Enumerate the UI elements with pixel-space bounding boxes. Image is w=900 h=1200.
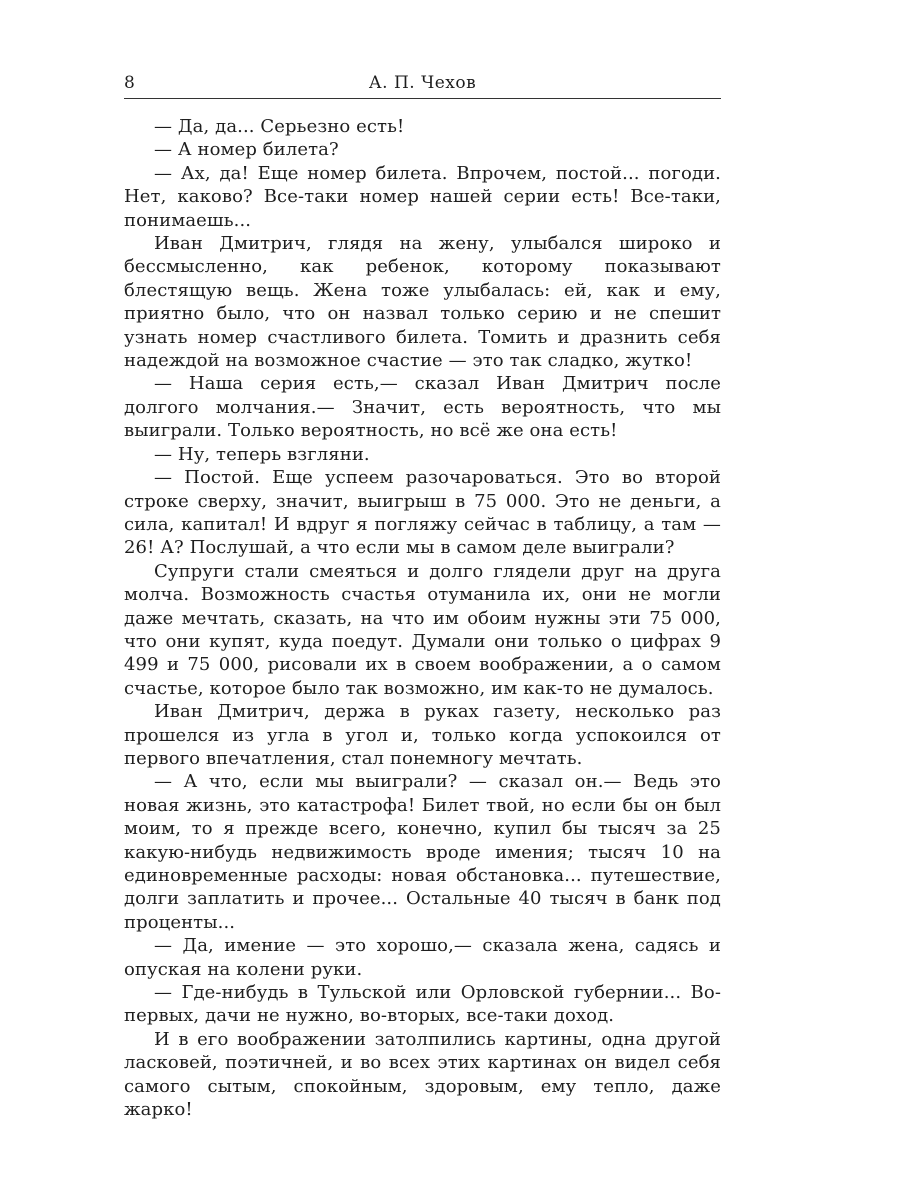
paragraph: — Да, да... Серьезно есть! — [154, 116, 405, 137]
paragraph: Супруги стали смеяться и долго глядели друг на друга молча. Возможность счастья отуманила их, они не могли даже мечтать, сказать, на что им обоим нужны эти 75 000, что они купят, куда поедут. Думали они только о цифрах 9 499 и 75 000, рисовали их в своем воображении, а о самом счастье, которое было так возможно, им как-то не думалось. — [124, 560, 721, 699]
paragraph: — Ну, теперь взгляни. — [154, 443, 370, 465]
paragraph: Иван Дмитрич, глядя на жену, улыбался широко и бессмысленно, как ребенок, которому показывают блестящую вещь. Жена тоже улыбалась: ей, как и ему, приятно было, что он назвал только серию и не спешит узнать номер счастливого билета. Томить и дразнить себя надеждой на возможное счастие — это так сладко, жутко! — [124, 233, 721, 372]
paragraph: — Да, имение — это хорошо,— сказала жена, садясь и опуская на колени руки. — [124, 935, 721, 980]
paragraph: — А номер билета? — [154, 139, 339, 161]
running-title: А. П. Чехов — [368, 73, 477, 93]
body-text — [124, 115, 721, 1121]
paragraph: — Постой. Еще успеем разочароваться. Это во второй строке сверху, значит, выигрыш в 75 000. Это не деньги, а сила, капитал! И вдруг я погляжу сейчас в таблицу, а там — 26! А? Послушай, а что если мы в самом деле выиграли? — [124, 467, 721, 559]
paragraph: — Наша серия есть,— сказал Иван Дмитрич после долгого молчания.— Значит, есть вероятность, что мы выиграли. Только вероятность, но всё же она есть! — [124, 373, 721, 442]
page-number: 8 — [124, 73, 135, 93]
book-page — [124, 0, 721, 1200]
paragraph: Иван Дмитрич, держа в руках газету, несколько раз прошелся из угла в угол и, только когда успокоился от первого впечатления, стал понемногу мечтать. — [124, 701, 721, 769]
paragraph: И в его воображении затолпились картины, одна другой ласковей, поэтичней, и во всех этих картинах он видел себя самого сытым, спокойным, здоровым, ему тепло, даже жарко! — [124, 1028, 721, 1121]
page-header — [124, 70, 721, 99]
paragraph: — Ах, да! Еще номер билета. Впрочем, постой... погоди. Нет, каково? Все-таки номер нашей серии есть! Все-таки, понимаешь... — [124, 162, 721, 231]
paragraph: — Где-нибудь в Тульской или Орловской губернии... Во-первых, дачи не нужно, во-вторых, все-таки доход. — [124, 982, 721, 1027]
paragraph: — А что, если мы выиграли? — сказал он.— Ведь это новая жизнь, это катастрофа! Билет твой, но если бы он был моим, то я прежде всего, конечно, купил бы тысяч за 25 какую-нибудь недвижимость вроде имения; тысяч 10 на единовременные расходы: новая обстановка... путешествие, долги заплатить и прочее... Остальные 40 тысяч в банк под проценты... — [124, 771, 721, 933]
